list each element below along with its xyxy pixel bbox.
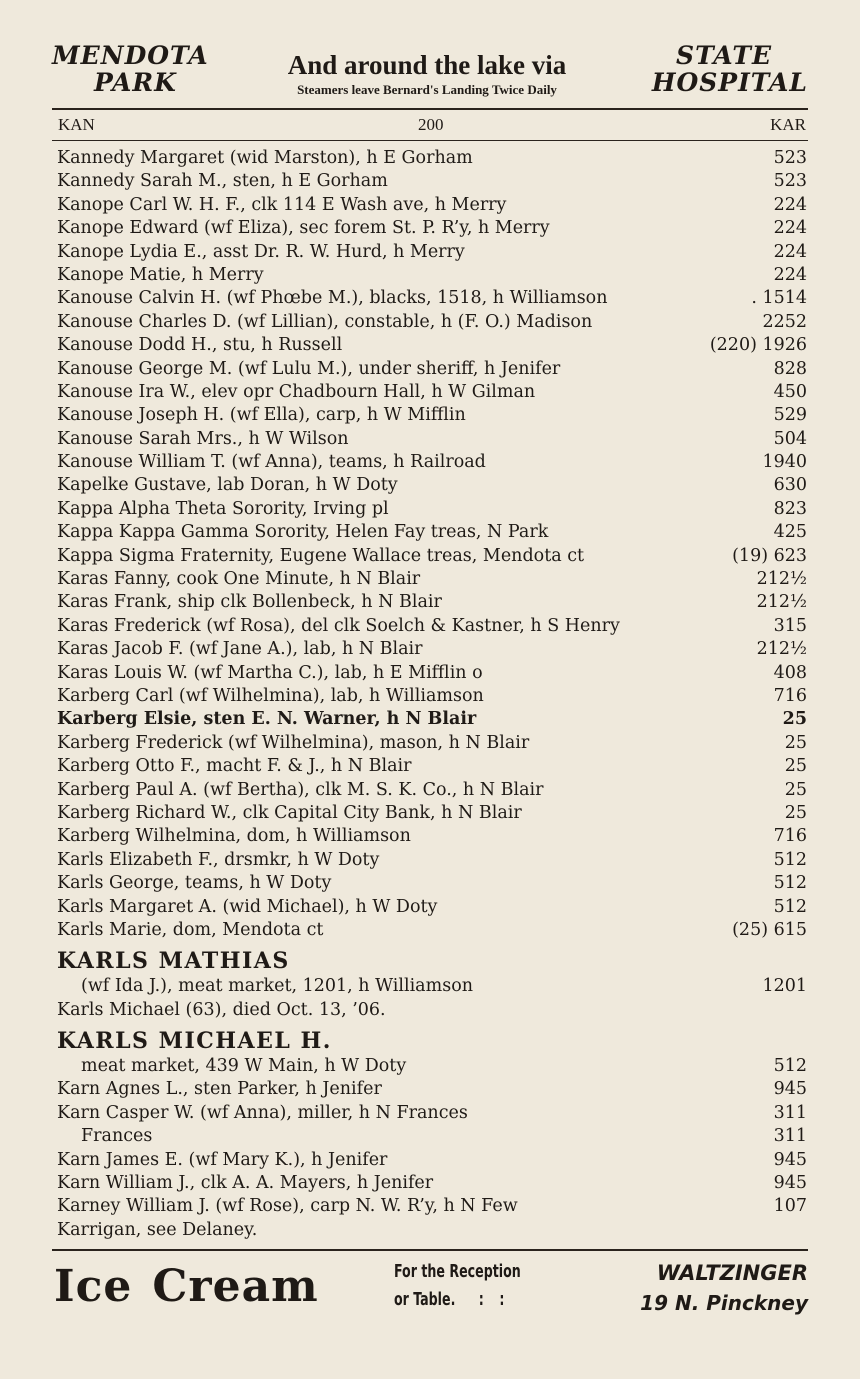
directory-entry [57,1195,807,1218]
entry-name: Kanouse Joseph H. (wf Ella), carp, h W Mifflin [57,405,466,426]
directory-entry [57,404,807,427]
entry-list-3 [57,1055,807,1242]
entry-name: Kanope Carl W. H. F., clk 114 E Wash ave, h Merry [57,194,507,215]
entry-name: Kanouse Ira W., elev opr Chadbourn Hall, h W Gilman [57,381,536,402]
directory-entry [57,521,807,544]
entry-number: 25 [784,779,807,800]
directory-entry [57,1149,807,1172]
directory-entry [57,241,807,264]
ad-company-address: 19 N. Pinckney [640,1291,808,1315]
directory-entry [57,217,807,240]
entry-name: Karberg Richard W., clk Capital City Bank, h N Blair [57,802,522,823]
entry-name: Karberg Carl (wf Wilhelmina), lab, h Williamson [57,685,484,706]
entry-number: 512 [773,896,807,917]
entry-number: 512 [773,1056,807,1077]
directory-entry [57,638,807,661]
ad-reception-line1: For the Reception [394,1261,521,1282]
running-head-left: KAN [58,115,95,134]
ad-right-line2: HOSPITAL [651,68,808,97]
directory-entry [57,849,807,872]
entry-name: Karls Marie, dom, Mendota ct [57,919,324,940]
entry-number: 315 [773,615,807,636]
directory-entry [57,147,807,170]
entry-number: . 1514 [751,288,807,309]
entry-number: 630 [773,475,807,496]
entry-name: Kanope Lydia E., asst Dr. R. W. Hurd, h Merry [57,241,465,262]
directory-entry [57,287,807,310]
entry-number: 450 [773,381,807,402]
entry-name: Karas Fanny, cook One Minute, h N Blair [57,569,421,590]
entry-name: Kanouse William T. (wf Anna), teams, h Railroad [57,452,486,473]
directory-entry [57,919,807,942]
entry-number: 945 [773,1079,807,1100]
directory-entry [57,474,807,497]
entry-name: Kanouse Charles D. (wf Lillian), constable, h (F. O.) Madison [57,311,593,332]
entry-number: 1201 [762,976,807,997]
entry-number: 25 [784,802,807,823]
entry-number: 828 [773,358,807,379]
entry-number: 107 [773,1196,807,1217]
entry-name: Karn William J., clk A. A. Mayers, h Jenifer [57,1173,434,1194]
entry-number: 529 [773,405,807,426]
ad-waltzinger [640,1258,808,1318]
directory-entry [57,662,807,685]
directory-entry [57,451,807,474]
entry-name: Karberg Otto F., macht F. & J., h N Blair [57,756,412,777]
directory-entry [57,428,807,451]
ad-center-sub: Steamers leave Bernard's Landing Twice Daily [297,82,557,97]
ad-company-name: WALTZINGER [656,1261,808,1285]
ad-right-line1: STATE [676,41,772,70]
entry-name: Karls Elizabeth F., drsmkr, h W Doty [57,849,380,870]
entry-number: 425 [773,522,807,543]
top-advertisement [52,42,808,104]
directory-entry [57,975,807,998]
entry-name: Karrigan, see Delaney. [57,1219,258,1240]
directory-entry [57,381,807,404]
ad-center-main: And around the lake via [287,50,567,80]
entry-name: meat market, 439 W Main, h W Doty [81,1056,407,1077]
entry-name: Frances [81,1126,153,1147]
page-number: 200 [418,115,444,134]
entry-number: 311 [773,1102,807,1123]
entry-number: (25) 615 [732,919,807,940]
directory-entry [57,685,807,708]
entry-number: 512 [773,849,807,870]
running-head [52,115,808,137]
entry-number: 311 [773,1126,807,1147]
ad-center-text [252,50,602,98]
directory-entry [57,334,807,357]
directory-entry [57,1078,807,1101]
ad-mendota-park [52,42,209,96]
ad-word-ice: Ice [54,1261,133,1312]
top-rule [52,108,808,110]
ad-reception-text [394,1258,521,1314]
running-head-right: KAR [770,115,806,134]
entry-name: Kannedy Margaret (wid Marston), h E Gorham [57,148,473,168]
entry-list-2 [57,975,807,1022]
entry-name: Kannedy Sarah M., sten, h E Gorham [57,171,388,192]
entry-number: 2252 [762,311,807,332]
entry-name: Kanope Matie, h Merry [57,264,264,285]
directory-entry [57,755,807,778]
entry-number: (19) 623 [732,545,807,566]
directory-entry [57,872,807,895]
entry-number: 224 [773,264,807,285]
ad-colons: :: [478,1289,521,1310]
directory-entry [57,1219,807,1242]
entry-name: Kanouse George M. (wf Lulu M.), under sheriff, h Jenifer [57,358,561,379]
directory-entry [57,591,807,614]
entry-name: Karls Margaret A. (wid Michael), h W Doty [57,896,438,917]
entry-name: Kanouse Sarah Mrs., h W Wilson [57,428,349,449]
directory-entry [57,498,807,521]
entry-number: 1940 [762,452,807,473]
entry-number: 25 [782,709,807,730]
entry-number: 212½ [756,639,807,660]
ad-word-cream: Cream [152,1261,319,1312]
directory-entry [57,999,807,1022]
directory-entry [57,264,807,287]
entry-name: Kanope Edward (wf Eliza), sec forem St. P. R’y, h Merry [57,218,550,239]
head-rule [52,140,808,141]
entry-number: 523 [773,148,807,168]
entry-name: Karn James E. (wf Mary K.), h Jenifer [57,1149,388,1170]
bottom-advertisement [52,1256,808,1326]
ad-left-line1: MENDOTA [52,41,209,70]
bottom-rule [52,1249,808,1251]
entry-number: 716 [773,826,807,847]
entry-number: 523 [773,171,807,192]
directory-entry [57,615,807,638]
entry-number: 25 [784,756,807,777]
entry-name: Karberg Elsie, sten E. N. Warner, h N Blair [57,709,477,730]
directory-entry [57,1172,807,1195]
entry-number: 504 [773,428,807,449]
entry-name: (wf Ida J.), meat market, 1201, h Williamson [81,976,473,997]
entry-number: 945 [773,1173,807,1194]
entry-heading-karls-michael: KARLS MICHAEL H. [57,1028,332,1055]
entry-name: Karas Frank, ship clk Bollenbeck, h N Blair [57,592,442,613]
entry-name: Karberg Frederick (wf Wilhelmina), mason, h N Blair [57,732,530,753]
entry-number: 224 [773,241,807,262]
entry-heading-karls-mathias: KARLS MATHIAS [57,948,290,975]
entry-name: Karas Louis W. (wf Martha C.), lab, h E Mifflin o [57,662,483,683]
directory-entry [57,896,807,919]
directory-entry [57,732,807,755]
directory-entry [57,1055,807,1078]
directory-entries [57,147,807,1242]
entry-number: 945 [773,1149,807,1170]
entry-list-1 [57,147,807,942]
entry-name: Karberg Wilhelmina, dom, h Williamson [57,826,411,847]
directory-entry [57,1102,807,1125]
entry-name: Karas Frederick (wf Rosa), del clk Soelch & Kastner, h S Henry [57,615,620,636]
entry-number: 224 [773,194,807,215]
entry-name: Kanouse Dodd H., stu, h Russell [57,335,343,356]
ad-state-hospital [652,42,808,96]
entry-number: 408 [773,662,807,683]
directory-entry [57,358,807,381]
directory-entry [57,779,807,802]
entry-number: 512 [773,873,807,894]
directory-entry [57,708,807,731]
directory-entry [57,825,807,848]
entry-number: 212½ [756,569,807,590]
entry-name: Karberg Paul A. (wf Bertha), clk M. S. K. Co., h N Blair [57,779,544,800]
directory-entry [57,311,807,334]
directory-entry [57,170,807,193]
entry-name: Kappa Kappa Gamma Sorority, Helen Fay treas, N Park [57,522,549,543]
entry-name: Kappa Sigma Fraternity, Eugene Wallace treas, Mendota ct [57,545,585,566]
ad-left-line2: PARK [94,68,177,97]
entry-name: Karas Jacob F. (wf Jane A.), lab, h N Blair [57,639,423,660]
directory-entry [57,802,807,825]
entry-name: Kapelke Gustave, lab Doran, h W Doty [57,475,398,496]
entry-number: 224 [773,218,807,239]
entry-name: Karn Agnes L., sten Parker, h Jenifer [57,1079,382,1100]
entry-name: Karls George, teams, h W Doty [57,873,332,894]
entry-name: Kanouse Calvin H. (wf Phœbe M.), blacks, 1518, h Williamson [57,288,608,309]
directory-entry [57,545,807,568]
ad-ice-cream [54,1256,319,1318]
directory-entry [57,568,807,591]
entry-name: Karney William J. (wf Rose), carp N. W. R’y, h N Few [57,1196,518,1217]
directory-entry [57,1125,807,1148]
entry-number: 716 [773,685,807,706]
entry-number: (220) 1926 [709,335,807,356]
entry-name: Karn Casper W. (wf Anna), miller, h N Frances [57,1102,468,1123]
entry-number: 823 [773,498,807,519]
entry-name: Karls Michael (63), died Oct. 13, ’06. [57,999,386,1020]
directory-entry [57,194,807,217]
ad-reception-line2: or Table. [394,1289,456,1310]
entry-number: 25 [784,732,807,753]
entry-number: 212½ [756,592,807,613]
entry-name: Kappa Alpha Theta Sorority, Irving pl [57,498,389,519]
